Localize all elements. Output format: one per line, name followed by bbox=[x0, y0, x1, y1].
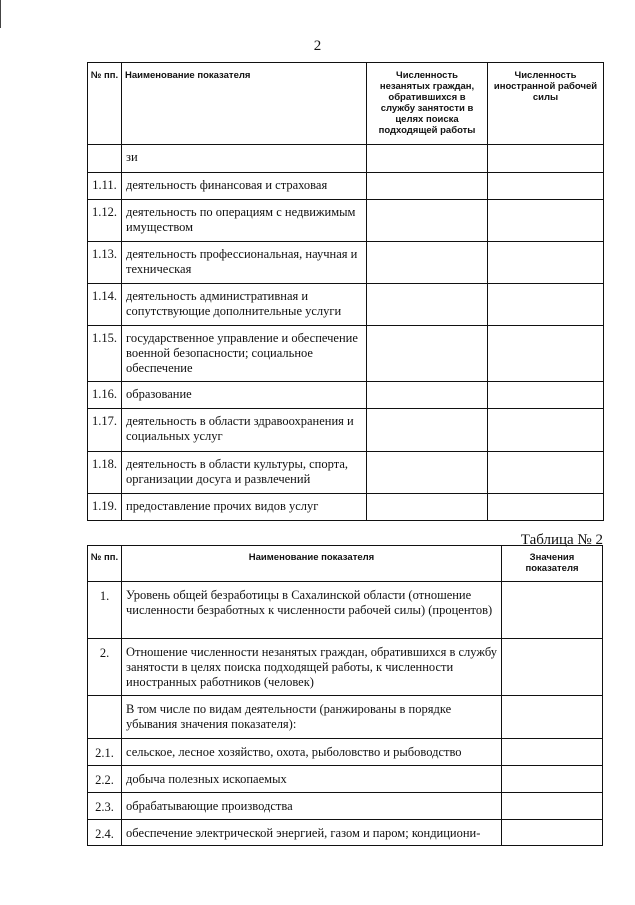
value-cell bbox=[502, 639, 603, 696]
row-number: 1.11. bbox=[88, 173, 122, 200]
table-row bbox=[88, 766, 603, 793]
row-number bbox=[88, 145, 122, 173]
value-cell bbox=[502, 793, 603, 820]
table-row bbox=[88, 145, 604, 173]
row-number: 1.19. bbox=[88, 494, 122, 521]
row-name: деятельность административная и сопутствующие дополнительные услуги bbox=[122, 284, 367, 326]
row-number: 2.4. bbox=[88, 820, 122, 846]
row-number: 1.18. bbox=[88, 452, 122, 494]
table-row bbox=[88, 200, 604, 242]
table-row bbox=[88, 494, 604, 521]
value-cell bbox=[488, 494, 604, 521]
table-row bbox=[88, 452, 604, 494]
table2-header-name: Наименование показателя bbox=[122, 546, 502, 582]
table-row bbox=[88, 242, 604, 284]
table-row bbox=[88, 639, 603, 696]
table2-header-num: № пп. bbox=[88, 546, 122, 582]
value-cell bbox=[502, 739, 603, 766]
row-name: деятельность финансовая и страховая bbox=[122, 173, 367, 200]
row-name: деятельность в области культуры, спорта, организации досуга и развлечений bbox=[122, 452, 367, 494]
row-name: Отношение численности незанятых граждан, обратившихся в службу занятости в целях поиска подходящей работы, к численности иностранных работников (человек) bbox=[122, 639, 502, 696]
table1-header-unemployed: Численность незанятых граждан, обратившихся в службу занятости в целях поиска подходящей работы bbox=[367, 63, 488, 145]
value-cell bbox=[367, 494, 488, 521]
value-cell bbox=[488, 326, 604, 382]
table1-header-foreign-labor: Численность иностранной рабочей силы bbox=[488, 63, 604, 145]
value-cell bbox=[488, 173, 604, 200]
value-cell bbox=[502, 582, 603, 639]
row-name: зи bbox=[122, 145, 367, 173]
value-cell bbox=[502, 820, 603, 846]
value-cell bbox=[488, 145, 604, 173]
row-number: 1.14. bbox=[88, 284, 122, 326]
row-number: 1. bbox=[88, 582, 122, 639]
row-name: Уровень общей безработицы в Сахалинской области (отношение численности безработных к численности рабочей силы) (процентов) bbox=[122, 582, 502, 639]
table-row bbox=[88, 739, 603, 766]
row-number bbox=[88, 696, 122, 739]
value-cell bbox=[367, 145, 488, 173]
table1-header-num: № пп. bbox=[88, 63, 122, 145]
value-cell bbox=[367, 382, 488, 409]
row-number: 1.15. bbox=[88, 326, 122, 382]
table1-header-row bbox=[88, 63, 604, 145]
value-cell bbox=[502, 766, 603, 793]
row-name: В том числе по видам деятельности (ранжированы в порядке убывания значения показателя): bbox=[122, 696, 502, 739]
row-number: 1.16. bbox=[88, 382, 122, 409]
row-number: 2. bbox=[88, 639, 122, 696]
table2-caption: Таблица № 2 bbox=[520, 532, 603, 548]
row-name: обеспечение электрической энергией, газом и паром; кондициони- bbox=[122, 820, 502, 846]
value-cell bbox=[488, 382, 604, 409]
row-number: 2.3. bbox=[88, 793, 122, 820]
value-cell bbox=[367, 242, 488, 284]
table-row bbox=[88, 409, 604, 452]
value-cell bbox=[488, 409, 604, 452]
row-name: сельское, лесное хозяйство, охота, рыболовство и рыбоводство bbox=[122, 739, 502, 766]
row-name: предоставление прочих видов услуг bbox=[122, 494, 367, 521]
table1-header-name: Наименование показателя bbox=[122, 63, 367, 145]
row-number: 1.17. bbox=[88, 409, 122, 452]
row-name: деятельность профессиональная, научная и техническая bbox=[122, 242, 367, 284]
table-row bbox=[88, 382, 604, 409]
value-cell bbox=[488, 200, 604, 242]
value-cell bbox=[488, 452, 604, 494]
row-name: деятельность по операциям с недвижимым имуществом bbox=[122, 200, 367, 242]
table-row bbox=[88, 326, 604, 382]
table2-header-value: Значения показателя bbox=[502, 546, 603, 582]
indicators-table-1 bbox=[87, 62, 604, 521]
table2-header-row bbox=[88, 546, 603, 582]
value-cell bbox=[488, 284, 604, 326]
row-name: образование bbox=[122, 382, 367, 409]
value-cell bbox=[367, 326, 488, 382]
value-cell bbox=[488, 242, 604, 284]
value-cell bbox=[502, 696, 603, 739]
value-cell bbox=[367, 452, 488, 494]
row-number: 1.12. bbox=[88, 200, 122, 242]
page-number: 2 bbox=[313, 38, 322, 54]
table-row bbox=[88, 582, 603, 639]
row-name: обрабатывающие производства bbox=[122, 793, 502, 820]
row-name: деятельность в области здравоохранения и социальных услуг bbox=[122, 409, 367, 452]
row-name: добыча полезных ископаемых bbox=[122, 766, 502, 793]
value-cell bbox=[367, 173, 488, 200]
left-margin-rule bbox=[0, 0, 1, 28]
row-number: 2.1. bbox=[88, 739, 122, 766]
value-cell bbox=[367, 200, 488, 242]
table-row bbox=[88, 793, 603, 820]
value-cell bbox=[367, 409, 488, 452]
row-number: 2.2. bbox=[88, 766, 122, 793]
table-row bbox=[88, 173, 604, 200]
table-row bbox=[88, 284, 604, 326]
row-name: государственное управление и обеспечение военной безопасности; социальное обеспечение bbox=[122, 326, 367, 382]
table-row bbox=[88, 820, 603, 846]
indicators-table-2 bbox=[87, 545, 603, 846]
row-number: 1.13. bbox=[88, 242, 122, 284]
value-cell bbox=[367, 284, 488, 326]
table-row bbox=[88, 696, 603, 739]
